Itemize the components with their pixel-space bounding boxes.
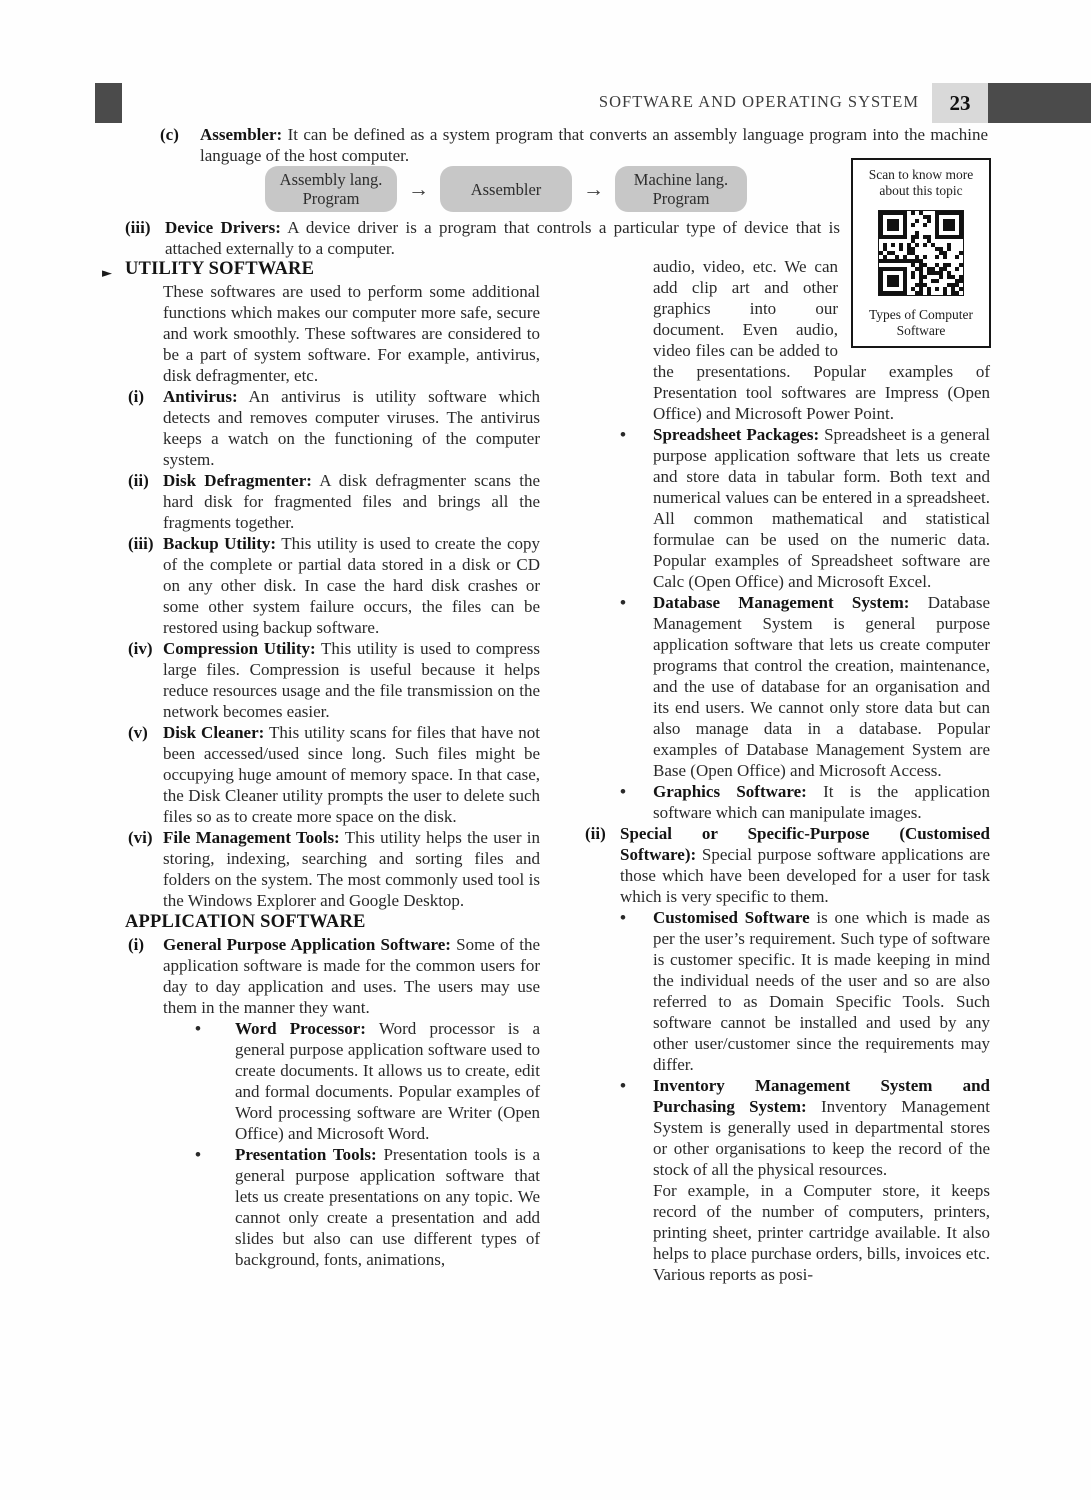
list-item-file-management-tools: (vi) File Management Tools: This utility helps the user in storing, indexing, searching and sorting files and folders on the system. The most commonly used tool is the Windows Explorer and Google Desktop. xyxy=(128,828,540,910)
header-corner-block xyxy=(95,83,122,123)
list-item-special-purpose: (ii) Special or Specific-Purpose (Customised Software): Special purpose software applications are those which have been developed for a user for task which is very specific to them. xyxy=(585,824,991,906)
item-label: (c) xyxy=(160,125,179,144)
item-label: (iii) xyxy=(125,218,151,237)
bullet-marker: • xyxy=(195,1145,201,1164)
bullet-marker: • xyxy=(620,1076,626,1095)
chapter-title: SOFTWARE AND OPERATING SYSTEM xyxy=(598,92,919,111)
right-arrow-icon: → xyxy=(583,176,604,201)
application-software-heading: APPLICATION SOFTWARE xyxy=(125,912,366,932)
assembler-flow-diagram xyxy=(265,166,747,212)
bullet-marker: • xyxy=(620,908,626,927)
item-title: Assembler: xyxy=(200,125,283,144)
utility-software-heading: ► UTILITY SOFTWARE xyxy=(125,258,540,281)
item-title: Device Drivers: xyxy=(165,218,281,237)
bullet-marker: • xyxy=(620,425,626,444)
bullet-item-spreadsheet-packages: • Spreadsheet Packages: Spreadsheet is a general purpose application software that lets us create and store data in tabular form. Both text and numerical values can be entered in a spreadsheet. All common mathematical and statistical formulae can be used on the numeric data. Popular examples of Spreadsheet software are Calc (Open Office) and Microsoft Excel. xyxy=(620,425,990,591)
page-number: 23 xyxy=(932,83,988,123)
bullet-item-graphics-software: • Graphics Software: It is the application software which can manipulate images. xyxy=(620,782,990,822)
inventory-example-paragraph: For example, in a Computer store, it keeps record of the number of computers, printers, printing sheet, printer cartridge available. It also helps to place purchase orders, bills, invoices etc. Various reports as posi- xyxy=(653,1181,990,1284)
page-header xyxy=(0,83,1091,123)
flow-box-assembler: Assembler xyxy=(440,166,572,212)
bullet-marker: • xyxy=(620,593,626,612)
flow-box-assembly-program: Assembly lang. Program xyxy=(265,166,397,212)
section-arrow-icon: ► xyxy=(102,266,113,281)
bullet-marker: • xyxy=(195,1019,201,1038)
device-drivers-paragraph xyxy=(125,217,840,259)
right-arrow-icon: → xyxy=(408,176,429,201)
bullet-item-database-management: • Database Management System: Database Management System is general purpose application software that lets us create computer programs that control the creation, maintenance, and the use of database for an organisation and its end users. We cannot only store data but can also manage data in a database. Popular examples of Database Management System are Base (Open Office) and Microsoft Access. xyxy=(620,593,990,780)
list-item-disk-defragmenter: (ii) Disk Defragmenter: A disk defragmenter scans the hard disk for fragmented files and brings all the fragments together. xyxy=(128,471,540,532)
list-item-backup-utility: (iii) Backup Utility: This utility is used to create the copy of the complete or partial data stored in a disk or CD on any other disk. In case the hard disk crashes or some other system failure occurs, the files can be restored using backup software. xyxy=(128,534,540,637)
list-item-compression-utility: (iv) Compression Utility: This utility is used to compress large files. Compression is useful because it helps reduce resources usage and the file transmission on the network becomes easier. xyxy=(128,639,540,721)
right-column xyxy=(585,256,990,1285)
bullet-marker: • xyxy=(620,782,626,801)
list-item-antivirus: (i) Antivirus: An antivirus is utility software which detects and removes computer viruses. The antivirus keeps a watch on the functioning of the computer system. xyxy=(128,387,540,469)
item-body: It can be defined as a system program that converts an assembly language program into the machine language of the host computer. xyxy=(200,125,988,165)
bullet-item-inventory-management: • Inventory Management System and Purchasing System: Inventory Management System is generally used in departmental stores or other organisations to keep the record of the stock of all the physical resources. xyxy=(620,1076,990,1179)
flow-box-machine-program: Machine lang. Program xyxy=(615,166,747,212)
utility-intro-paragraph: These softwares are used to perform some additional functions which makes our computer more safe, secure and work smoothly. These softwares are considered to be a part of system software. For example, antivirus, disk defragmenter, etc. xyxy=(163,282,540,385)
bullet-item-word-processor: • Word Processor: Word processor is a general purpose application software used to create documents. It allows us to create, edit and formal documents. Popular examples of Word processing software are Writer (Open Office) and Microsoft Word. xyxy=(195,1019,541,1143)
left-column xyxy=(100,258,540,1270)
header-bar xyxy=(988,83,1091,123)
qr-top-caption: Scan to know more about this topic xyxy=(868,167,974,198)
list-item-disk-cleaner: (v) Disk Cleaner: This utility scans for files that have not been accessed/used since long. Such files might be occupying huge amount of memory space. In that case, the Disk Cleaner utility prompts the user to delete such files so as to create more space on the disk. xyxy=(128,723,540,826)
bullet-item-customised-software: • Customised Software is one which is made as per the user’s requirement. Such type of software is customer specific. It is made keeping in mind the individual needs of the user and so are also referred to as Domain Specific Tools. Such software cannot be installed and used by any other user/customer since the requirements may differ. xyxy=(620,908,991,1074)
qr-wrap-spacer xyxy=(838,256,990,356)
bullet-item-presentation-tools: • Presentation Tools: Presentation tools is a general purpose application software that lets us create presentations on any topic. We cannot only create a presentation and add slides but also can use different types of background, fonts, animations, xyxy=(195,1145,541,1269)
list-item-general-purpose: (i) General Purpose Application Software: Some of the application software is made for the common users for day to day application and uses. The users may use them in the manner they want. xyxy=(128,935,541,1017)
qr-bottom-caption: Types of Computer Software xyxy=(868,307,974,338)
item-body: A device driver is a program that controls a particular type of device that is attached externally to a computer. xyxy=(165,218,840,258)
presentation-continuation-paragraph: audio, video, etc. We can add clip art and other graphics into our document. Even audio, video files can be added to the presentations. Popular examples of Presentation tool softwares are Impress (Open Office) and Microsoft Power Point. xyxy=(653,257,990,423)
